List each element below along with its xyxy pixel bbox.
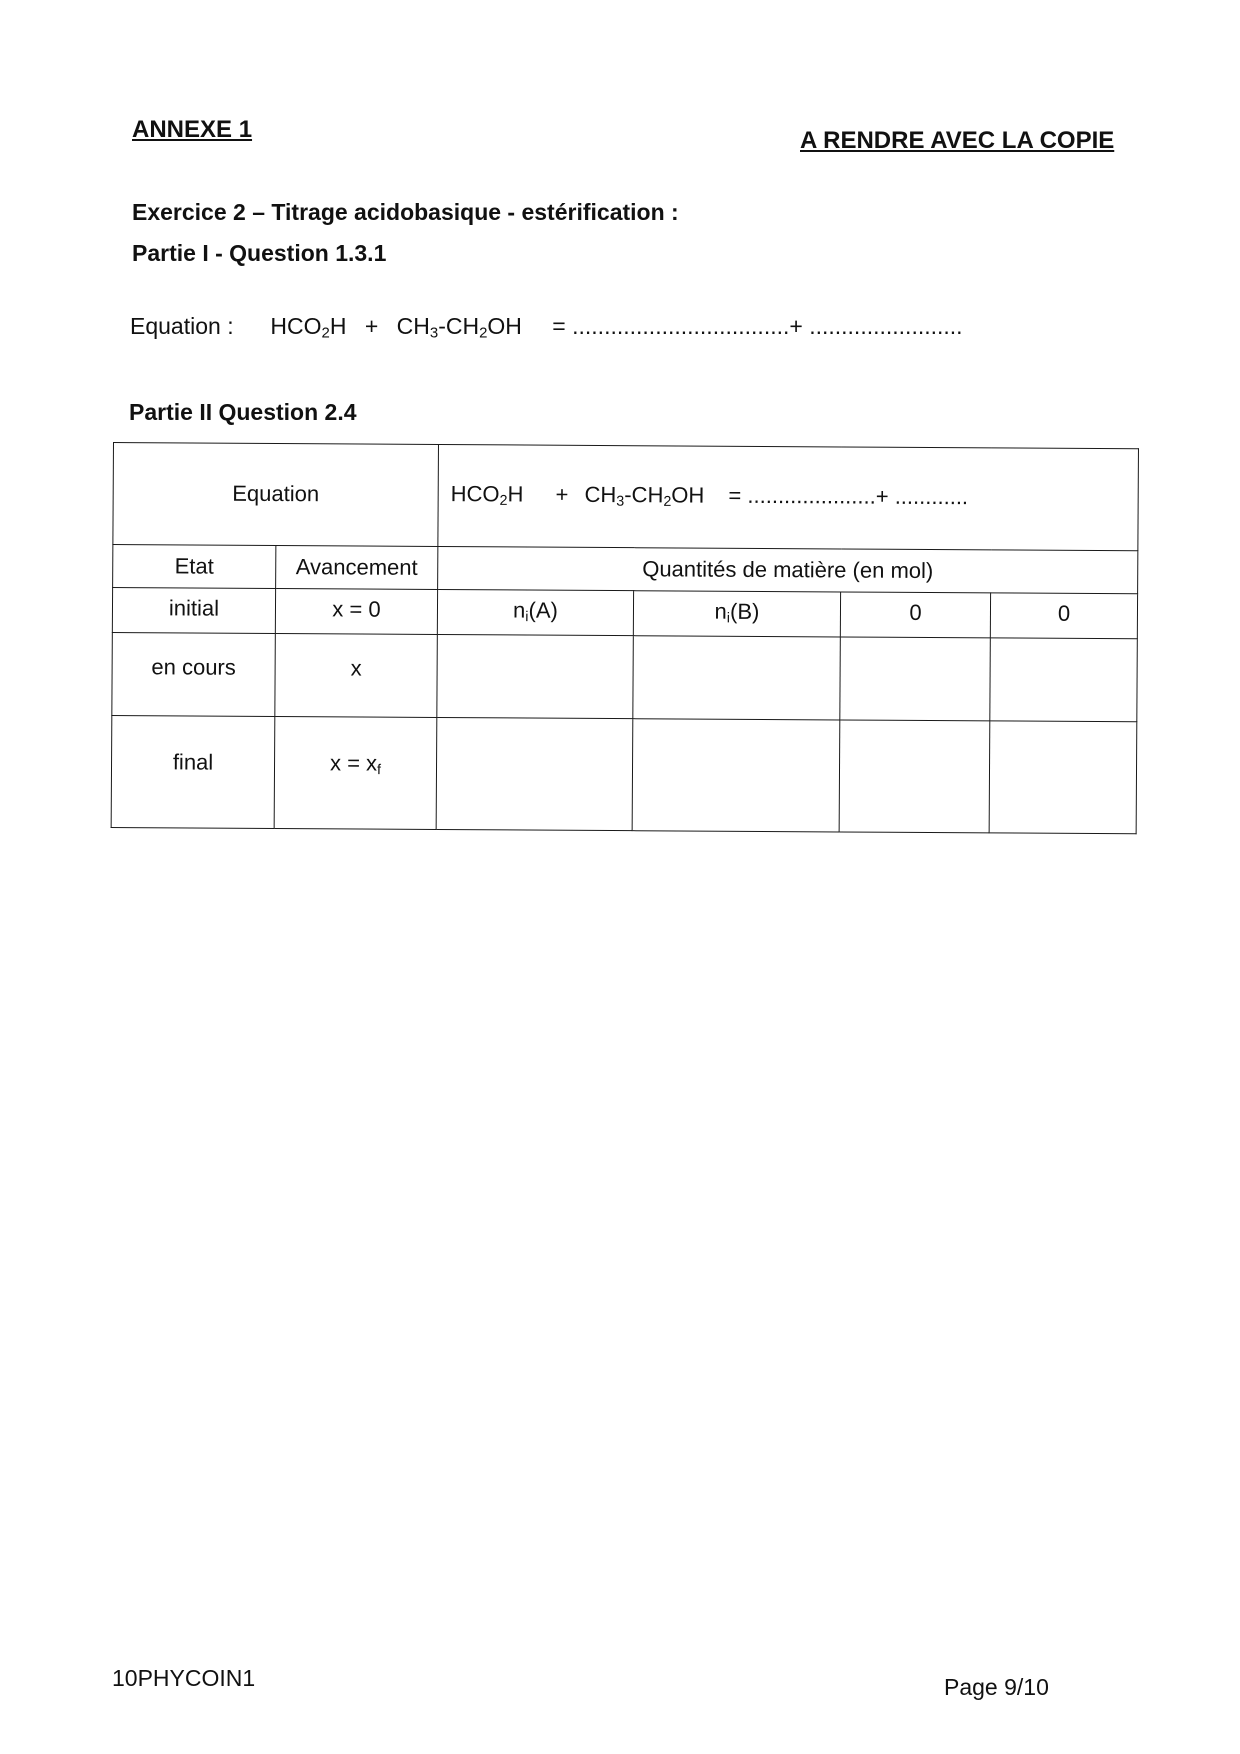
annexe-title: ANNEXE 1 [132,116,253,143]
etat-cell: final [111,716,275,829]
avancement-cell: $x = x_f$ [274,717,437,830]
avancement-cell: x = 0 [275,589,437,635]
document-code: 10PHYCOIN1 [112,1665,256,1691]
table-plus-sign: + [555,481,569,507]
equation-formula-cell [438,444,1139,550]
etat-cell: initial [112,588,275,634]
table-header-row [113,544,1138,594]
table-row-en-cours [112,632,1138,722]
table-equation-row [113,443,1139,551]
quantity-cell-c [839,720,990,833]
table-reactant-ethanol: $CH_3-CH_2OH$ [584,481,705,510]
advancement-table [111,442,1139,834]
quantity-cell-d [989,721,1137,834]
quantity-cell-c [840,637,991,721]
exercise-title: Exercice 2 – Titrage acidobasique - estérification : [132,199,679,225]
table-row-final [111,716,1137,834]
equation-label: Equation : [130,313,234,339]
quantity-cell-a [436,718,633,831]
quantites-header-cell: Quantités de matière (en mol) [438,546,1138,594]
avancement-cell: x [275,633,438,717]
table-products-blank: = .....................+ ............ [728,482,969,509]
table-reactant-formic-acid: $HCO_2H$ [450,480,524,509]
quantity-cell-b [633,636,841,721]
reactant-formic-acid: $HCO_2H$ [270,313,347,342]
quantity-cell-a [437,634,634,718]
etat-header-cell: Etat [113,544,276,589]
equation-line [130,313,963,342]
part1-title: Partie I - Question 1.3.1 [132,240,387,266]
plus-sign: + [364,313,379,339]
rendre-notice: A RENDRE AVEC LA COPIE [800,127,1115,154]
quantity-cell-d: 0 [990,593,1137,639]
quantity-cell-b [632,719,840,832]
reactant-ethanol: $CH_3-CH_2OH$ [396,313,522,342]
quantity-cell-c: 0 [840,592,990,638]
products-blank: = ..................................+ ........................ [552,313,963,339]
equation-header-cell: Equation [113,443,439,547]
table-row-initial [112,588,1137,639]
part2-title: Partie II Question 2.4 [129,399,357,425]
quantity-cell-d [990,638,1138,722]
page-number: Page 9/10 [944,1674,1049,1700]
avancement-header-cell: Avancement [276,545,438,590]
etat-cell: en cours [112,632,276,716]
quantity-cell-a: $n_i(A)$ [437,590,633,636]
quantity-cell-b: $n_i(B)$ [633,591,840,637]
